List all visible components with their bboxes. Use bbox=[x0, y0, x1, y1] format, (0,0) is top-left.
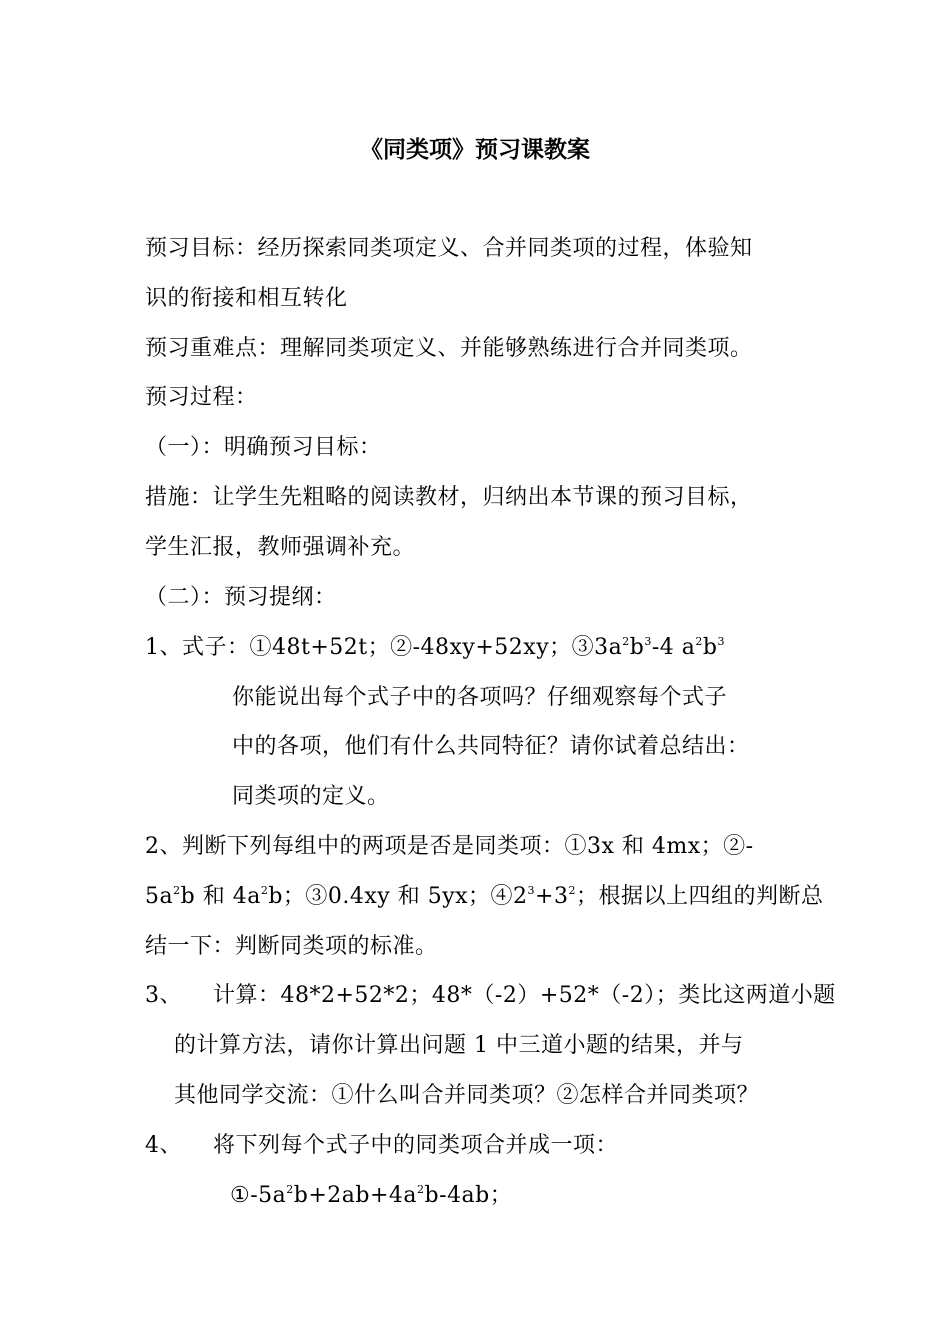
exponent: 2 bbox=[260, 884, 269, 897]
item4-text: b-4ab； bbox=[424, 1183, 513, 1208]
item3-line-1: 计算：48*2+52*2；48*（-2）+52*（-2）；类比这两道小题 bbox=[213, 983, 836, 1008]
item1-text: b bbox=[629, 635, 645, 660]
exponent: 3 bbox=[527, 884, 536, 897]
item3-line-3: 其他同学交流：①什么叫合并同类项？②怎样合并同类项？ bbox=[174, 1083, 760, 1108]
exponent: 3 bbox=[644, 635, 652, 648]
exponent: 3 bbox=[717, 635, 725, 648]
item3-line-2: 的计算方法，请你计算出问题 1 中三道小题的结果，并与 bbox=[174, 1033, 744, 1058]
item2-line-2 bbox=[145, 877, 824, 917]
item2-text: +3 bbox=[535, 884, 569, 909]
part1-heading: （一）：明确预习目标： bbox=[145, 435, 382, 460]
item2-line-3: 结一下：判断同类项的标准。 bbox=[145, 934, 438, 959]
item2-line-1: 2、判断下列每组中的两项是否是同类项：①3x 和 4mx；②- bbox=[145, 834, 754, 859]
item2-text: b；③0.4xy 和 5yx；④2 bbox=[268, 884, 528, 909]
item2-text: 5a bbox=[145, 884, 174, 909]
part1-line-2: 学生汇报，教师强调补充。 bbox=[145, 535, 416, 560]
item2-text: ；根据以上四组的判断总 bbox=[575, 884, 824, 909]
exponent: 2 bbox=[286, 1183, 294, 1196]
item1-text: b bbox=[702, 635, 718, 660]
item2-text: b 和 4a bbox=[180, 884, 261, 909]
difficulty-line: 预习重难点：理解同类项定义、并能够熟练进行合并同类项。 bbox=[145, 336, 753, 361]
item1-line-3: 中的各项，他们有什么共同特征？请你试着总结出： bbox=[232, 734, 750, 759]
exponent: 2 bbox=[622, 635, 630, 648]
item4-text: ①-5a bbox=[230, 1183, 287, 1208]
item1-text: 1、式子：①48t+52t；②-48xy+52xy；③3a bbox=[145, 635, 623, 660]
exponent: 2 bbox=[173, 884, 181, 897]
exponent: 2 bbox=[568, 884, 576, 897]
part1-line-1: 措施：让学生先粗略的阅读教材，归纳出本节课的预习目标， bbox=[145, 485, 753, 510]
item1-line-2: 你能说出每个式子中的各项吗？仔细观察每个式子 bbox=[232, 685, 728, 710]
item1-text: -4 a bbox=[651, 635, 696, 660]
item3-number: 3、 bbox=[145, 983, 182, 1008]
part2-heading: （二）：预习提纲： bbox=[145, 585, 337, 610]
item4-line-1: 将下列每个式子中的同类项合并成一项： bbox=[213, 1133, 619, 1158]
exponent: 2 bbox=[417, 1183, 425, 1196]
objective-line-2: 识的衔接和相互转化 bbox=[145, 286, 348, 311]
process-label: 预习过程： bbox=[145, 385, 258, 410]
item4-example-1 bbox=[230, 1176, 512, 1216]
item4-number: 4、 bbox=[145, 1133, 182, 1158]
document-title: 《同类项》预习课教案 bbox=[360, 136, 590, 163]
item4-text: b+2ab+4a bbox=[293, 1183, 418, 1208]
item1-line-1 bbox=[145, 628, 725, 668]
objective-line-1: 预习目标：经历探索同类项定义、合并同类项的过程，体验知 bbox=[145, 236, 753, 261]
item1-line-4: 同类项的定义。 bbox=[232, 784, 390, 809]
exponent: 2 bbox=[695, 635, 703, 648]
